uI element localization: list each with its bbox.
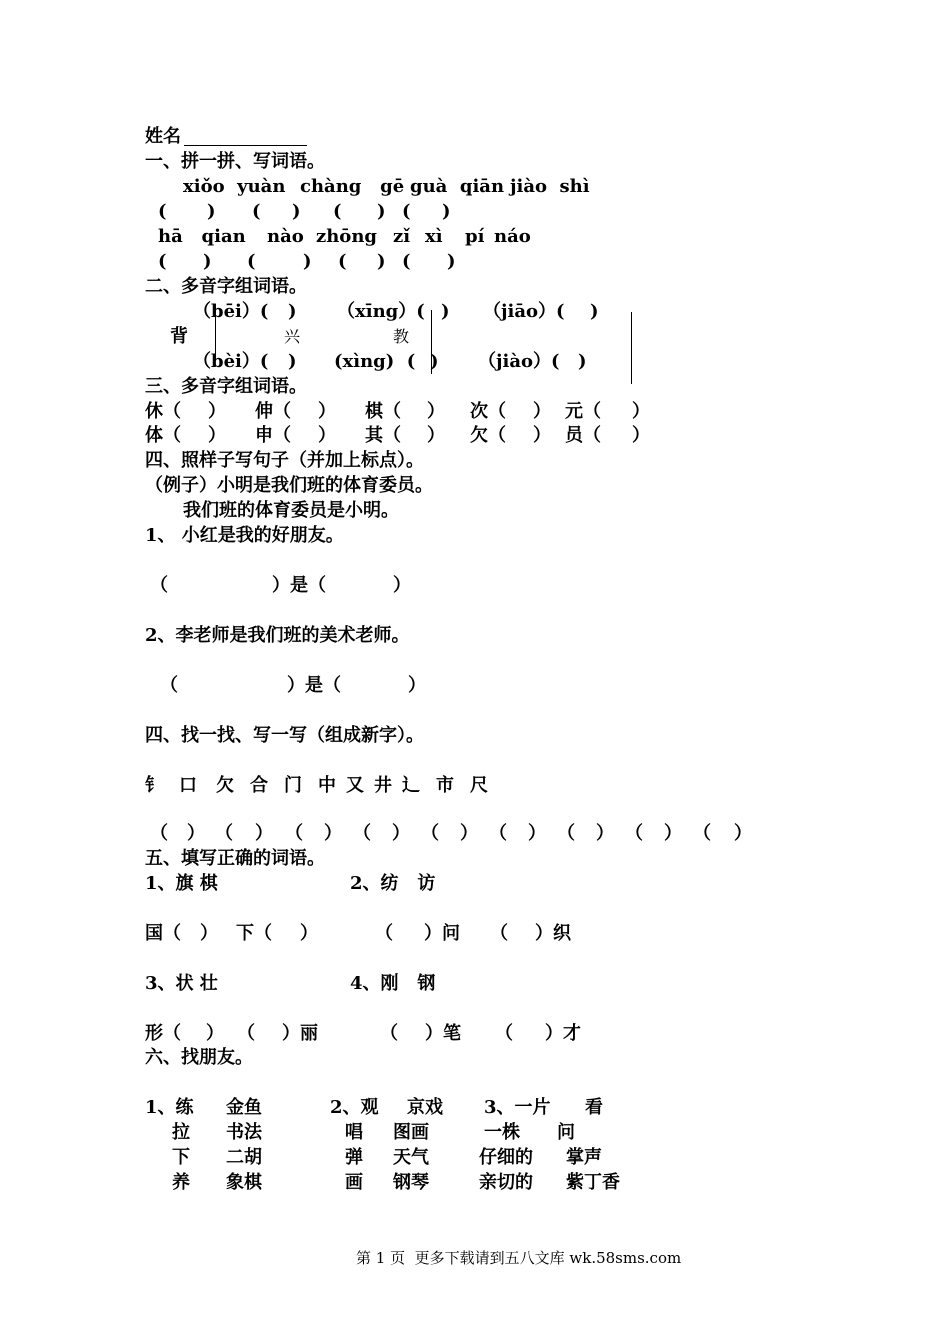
paren-close: ) xyxy=(447,251,456,272)
item-yuan: 元（ xyxy=(565,401,601,422)
pinyin-nao: nào xyxy=(267,226,304,247)
answer-paren: （ xyxy=(421,823,439,844)
paren-close: ） xyxy=(427,401,445,422)
answer-paren: （ xyxy=(625,823,643,844)
paren-close: ) xyxy=(442,201,451,222)
answer-paren: （ xyxy=(285,823,303,844)
match-left: 仔细的 xyxy=(479,1147,533,1168)
paren-open: ( xyxy=(158,201,167,222)
pinyin-jiaoshi: jiào shì xyxy=(510,176,590,197)
paren-close: ） xyxy=(200,923,218,944)
pinyin-bei1: （bēi）( xyxy=(193,301,269,322)
match-left: 1、练 xyxy=(145,1097,194,1118)
answer-paren: （ xyxy=(150,823,168,844)
section5-title: 五、填写正确的词语。 xyxy=(145,848,325,869)
paren-close: ) xyxy=(590,301,599,322)
answer-paren: ） xyxy=(324,823,342,844)
paren-close: ) xyxy=(377,251,386,272)
match-left: 2、观 xyxy=(330,1097,379,1118)
char-bei: 背 xyxy=(170,326,188,347)
item-qian: 欠（ xyxy=(470,425,506,446)
item-yuan2: 员（ xyxy=(565,425,601,446)
match-right: 象棋 xyxy=(226,1172,262,1193)
match-right: 钢琴 xyxy=(393,1172,429,1193)
paren-open: ( xyxy=(252,201,261,222)
paren-close: ） xyxy=(206,1023,224,1044)
paren-open: ( xyxy=(158,251,167,272)
paren-close: ) xyxy=(441,301,450,322)
match-left: 一株 xyxy=(484,1122,520,1143)
paren-open: （ xyxy=(495,1023,513,1044)
group3-label: 3、状 壮 xyxy=(145,973,218,994)
component-char: 辶 xyxy=(402,775,420,796)
match-right: 紫丁香 xyxy=(566,1172,620,1193)
section4b-title: 四、找一找、写一写（组成新字）。 xyxy=(145,725,424,746)
answer-paren: （ xyxy=(693,823,711,844)
match-left: 拉 xyxy=(172,1122,190,1143)
component-char: 欠 xyxy=(216,775,234,796)
paren-close: ） xyxy=(533,425,551,446)
pinyin-xing4: (xìng) ( xyxy=(334,351,416,372)
component-char: 市 xyxy=(436,775,454,796)
paren-open: （ xyxy=(490,923,508,944)
paren-close: ) xyxy=(207,201,216,222)
answer-paren: （ xyxy=(557,823,575,844)
paren-open: （ xyxy=(237,1023,255,1044)
paren-close: ) xyxy=(578,351,587,372)
pinyin-xi: xì xyxy=(425,226,443,247)
match-right: 京戏 xyxy=(407,1097,443,1118)
paren-close: ） xyxy=(300,923,318,944)
answer-paren: ） xyxy=(460,823,478,844)
answer-paren: ） xyxy=(255,823,273,844)
answer-paren: ） xyxy=(392,823,410,844)
pinyin-guaqian: guà qiān xyxy=(410,176,505,197)
item-xia: 下（ xyxy=(236,923,272,944)
match-right: 掌声 xyxy=(566,1147,602,1168)
paren-open: ( xyxy=(402,251,411,272)
paren-close: ) xyxy=(288,301,297,322)
pinyin-zi: zǐ xyxy=(393,226,411,247)
component-char: 合 xyxy=(250,775,268,796)
question-2: 2、李老师是我们班的美术老师。 xyxy=(145,625,410,646)
item-ti: 体（ xyxy=(145,425,181,446)
component-char: 中 xyxy=(318,775,336,796)
item-wen: ）问 xyxy=(424,923,460,944)
paren-close: ) xyxy=(292,201,301,222)
match-right: 书法 xyxy=(226,1122,262,1143)
match-right: 图画 xyxy=(393,1122,429,1143)
blank-open: （ xyxy=(150,575,168,596)
section2-title: 二、多音字组词语。 xyxy=(145,276,307,297)
page-footer: 第 1 页 更多下载请到五八文库 wk.58sms.com xyxy=(356,1249,682,1267)
component-char: 尺 xyxy=(470,775,488,796)
item-ci: 次（ xyxy=(470,401,506,422)
answer-paren: ） xyxy=(734,823,752,844)
item-bi: ）笔 xyxy=(425,1023,461,1044)
item-li: ）丽 xyxy=(282,1023,318,1044)
match-left: 3、一片 xyxy=(484,1097,551,1118)
paren-close: ） xyxy=(208,401,226,422)
component-char: 钅 xyxy=(145,775,163,796)
item-xiu: 休（ xyxy=(145,401,181,422)
pinyin-pi: pí xyxy=(465,226,485,247)
group2-label: 2、纺 访 xyxy=(350,873,436,894)
pinyin-bei4: （bèi）( xyxy=(193,351,269,372)
bracket-line xyxy=(631,312,632,384)
paren-open: ( xyxy=(338,251,347,272)
pinyin-nao2: náo xyxy=(494,226,531,247)
pinyin-jiao4: （jiào）( xyxy=(478,351,560,372)
char-xing: 兴 xyxy=(284,327,301,346)
section4-title: 四、照样子写句子（并加上标点）。 xyxy=(145,450,424,471)
paren-close: ） xyxy=(318,401,336,422)
paren-open: ( xyxy=(333,201,342,222)
group4-label: 4、刚 钢 xyxy=(350,973,436,994)
pinyin-changge: chàng gē xyxy=(300,176,405,197)
paren-close: ) xyxy=(203,251,212,272)
answer-paren: （ xyxy=(215,823,233,844)
item-zhi: ）织 xyxy=(535,923,571,944)
paren-close: ） xyxy=(318,425,336,446)
pinyin-jiao1: （jiāo）( xyxy=(483,301,565,322)
question-1: 1、 小红是我的好朋友。 xyxy=(145,525,344,546)
blank-close: ） xyxy=(408,675,426,696)
example-sentence-1: （例子）小明是我们班的体育委员。 xyxy=(145,475,433,496)
match-right: 天气 xyxy=(393,1147,429,1168)
paren-open: ( xyxy=(402,201,411,222)
paren-close: ) xyxy=(303,251,312,272)
match-left: 亲切的 xyxy=(479,1172,533,1193)
match-left: 画 xyxy=(345,1172,363,1193)
paren-open: （ xyxy=(375,923,393,944)
answer-paren: （ xyxy=(489,823,507,844)
match-right: 看 xyxy=(585,1097,603,1118)
answer-paren: ） xyxy=(187,823,205,844)
match-right: 二胡 xyxy=(226,1147,262,1168)
section6-title: 六、找朋友。 xyxy=(145,1047,253,1068)
blank-open: （ xyxy=(160,675,178,696)
group1-label: 1、旗 棋 xyxy=(145,873,218,894)
paren-close: ) xyxy=(288,351,297,372)
pinyin-xing1: （xīng）( xyxy=(337,301,425,322)
paren-close: ) xyxy=(430,351,439,372)
paren-close: ） xyxy=(632,425,650,446)
item-shen: 伸（ xyxy=(255,401,291,422)
component-char: 门 xyxy=(284,775,302,796)
name-label: 姓名 xyxy=(145,126,181,147)
paren-open: ( xyxy=(247,251,256,272)
match-left: 弹 xyxy=(345,1147,363,1168)
component-char: 口 xyxy=(179,775,197,796)
bracket-line xyxy=(431,310,432,374)
match-right: 问 xyxy=(557,1122,575,1143)
paren-close: ） xyxy=(427,425,445,446)
blank-shi: ）是（ xyxy=(272,575,326,596)
item-qi2: 其（ xyxy=(365,425,401,446)
match-right: 金鱼 xyxy=(226,1097,262,1118)
example-sentence-2: 我们班的体育委员是小明。 xyxy=(183,500,399,521)
name-blank-line xyxy=(184,145,307,146)
item-xing: 形（ xyxy=(145,1023,181,1044)
match-left: 唱 xyxy=(345,1122,363,1143)
answer-paren: ） xyxy=(596,823,614,844)
component-char: 井 xyxy=(374,775,392,796)
item-cai: ）才 xyxy=(545,1023,581,1044)
answer-paren: ） xyxy=(664,823,682,844)
bracket-line xyxy=(215,304,216,360)
match-left: 养 xyxy=(172,1172,190,1193)
pinyin-zhong: zhōng xyxy=(316,226,377,247)
item-guo: 国（ xyxy=(145,923,181,944)
answer-paren: （ xyxy=(353,823,371,844)
paren-close: ） xyxy=(208,425,226,446)
section3-title: 三、多音字组词语。 xyxy=(145,376,307,397)
item-shen2: 申（ xyxy=(255,425,291,446)
match-left: 下 xyxy=(172,1147,190,1168)
section1-title: 一、拼一拼、写词语。 xyxy=(145,151,325,172)
pinyin-haqian: hā qian xyxy=(158,226,246,247)
paren-close: ) xyxy=(377,201,386,222)
blank-shi: ）是（ xyxy=(287,675,341,696)
paren-open: （ xyxy=(380,1023,398,1044)
answer-paren: ） xyxy=(528,823,546,844)
item-qi: 棋（ xyxy=(365,401,401,422)
pinyin-xiaoyuan: xiǒo yuàn xyxy=(183,176,286,197)
component-char: 又 xyxy=(346,775,364,796)
paren-close: ） xyxy=(533,401,551,422)
blank-close: ） xyxy=(393,575,411,596)
paren-close: ） xyxy=(632,401,650,422)
char-jiao: 教 xyxy=(393,327,410,346)
